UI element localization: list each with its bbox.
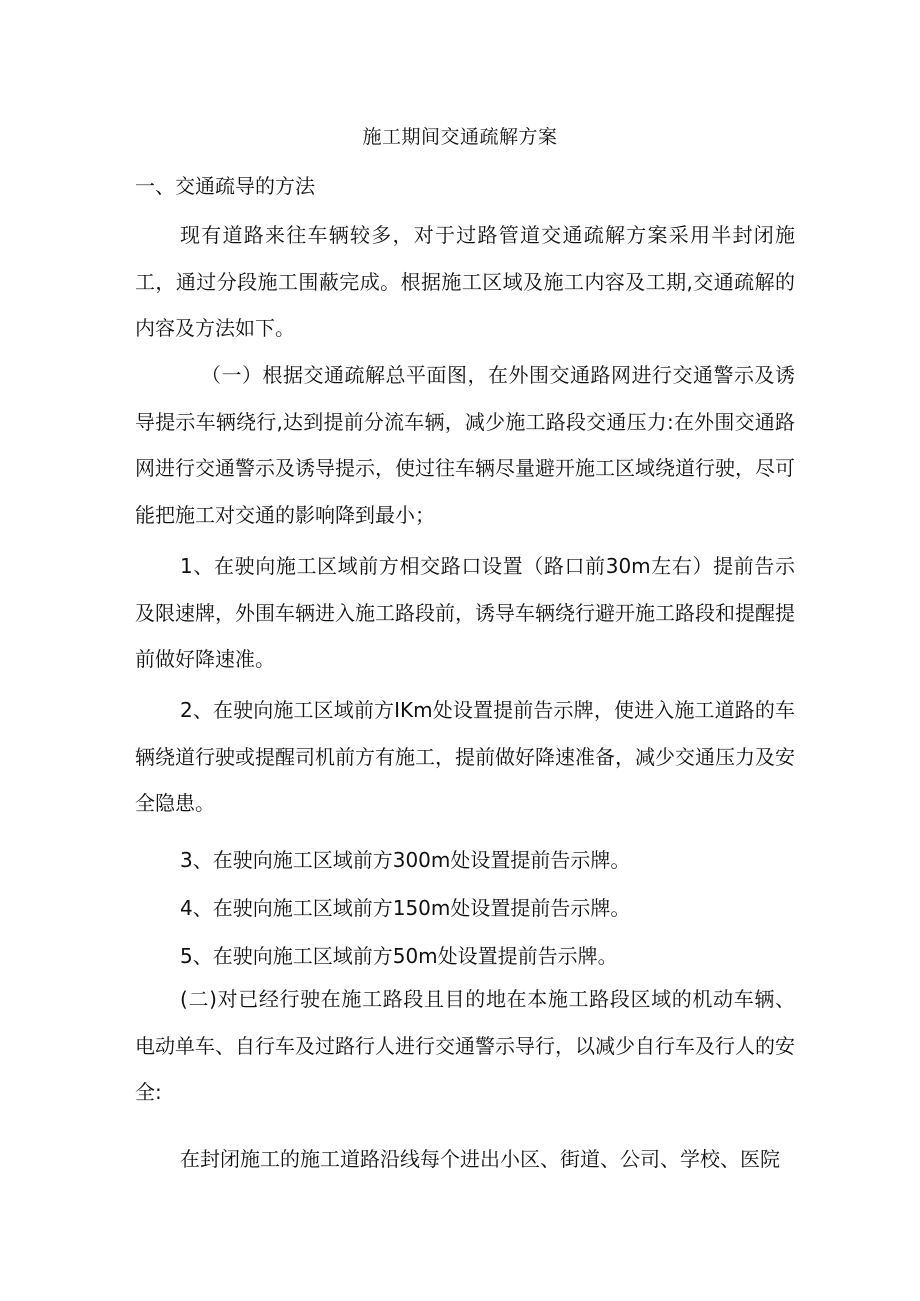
item5-line: 5、在驶向施工区域前方50m处设置提前告示牌。 bbox=[180, 944, 618, 968]
document-title: 施工期间交通疏解方案 bbox=[362, 126, 558, 148]
part3-paragraph: 在封闭施工的施工道路沿线每个进出小区、街道、公司、学校、医院 bbox=[180, 1147, 780, 1171]
item2-paragraph: 2、在驶向施工区域前方IKm处设置提前告示牌，使进入施工道路的车辆绕道行驶或提醒司机前方有施工，提前做好降速准备，减少交通压力及安全隐患。 bbox=[135, 698, 795, 815]
item3-line: 3、在驶向施工区域前方300m处设置提前告示牌。 bbox=[180, 848, 631, 872]
section-heading: 一、交通疏导的方法 bbox=[135, 174, 315, 198]
item1-paragraph: 1、在驶向施工区域前方相交路口设置（路口前30m左右）提前告示及限速牌，外围车辆进入施工路段前，诱导车辆绕行避开施工路段和提醒提前做好降速准。 bbox=[135, 554, 795, 671]
intro-paragraph: 现有道路来往车辆较多，对于过路管道交通疏解方案采用半封闭施工，通过分段施工围蔽完成。根据施工区域及施工内容及工期,交通疏解的内容及方法如下。 bbox=[135, 223, 795, 340]
part1-paragraph: （一）根据交通疏解总平面图，在外围交通路网进行交通警示及诱导提示车辆绕行,达到提前分流车辆，减少施工路段交通压力:在外围交通路网进行交通警示及诱导提示，使过往车辆尽量避开施工区域绕道行驶，尽可能把施工对交通的影响降到最小； bbox=[135, 363, 795, 527]
item4-line: 4、在驶向施工区域前方150m处设置提前告示牌。 bbox=[180, 896, 631, 920]
part2-paragraph: (二)对已经行驶在施工路段且目的地在本施工路段区域的机动车辆、电动单车、自行车及过路行人进行交通警示导行，以减少自行车及行人的安全: bbox=[135, 987, 795, 1104]
